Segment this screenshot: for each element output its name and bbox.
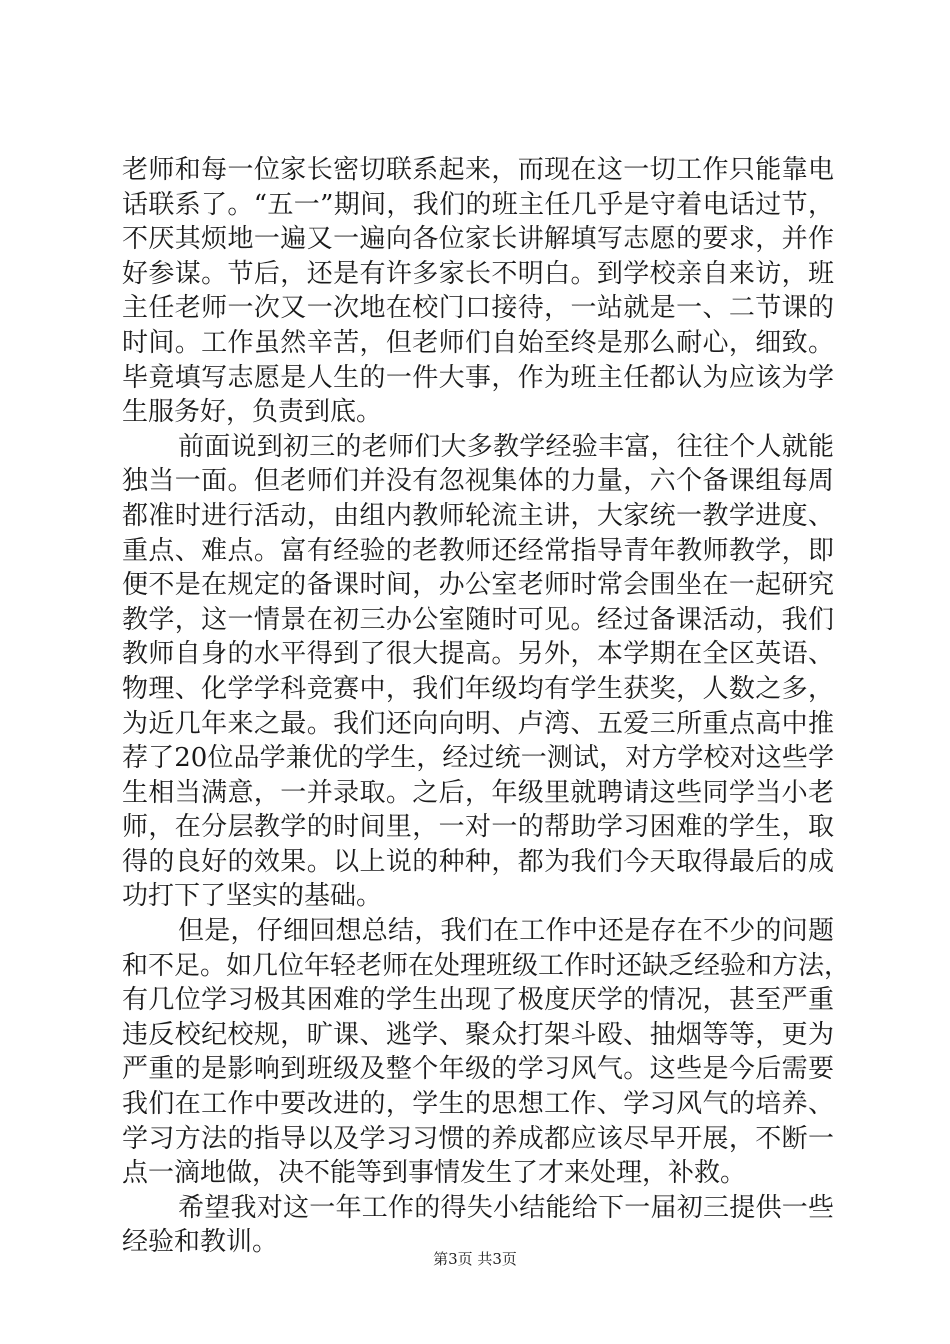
text-line: 师，在分层教学的时间里，一对一的帮助学习困难的学生，取 (122, 812, 834, 843)
text-line: 得的良好的效果。以上说的种种，都为我们今天取得最后的成 (122, 846, 834, 877)
text-line: 好参谋。节后，还是有许多家长不明白。到学校亲自来访，班 (122, 258, 834, 289)
text-line: 点一滴地做，决不能等到事情发生了才来处理，补救。 (122, 1158, 747, 1189)
text-line: 希望我对这一年工作的得失小结能给下一届初三提供一些 (178, 1192, 834, 1223)
text-line: 重点、难点。富有经验的老教师还经常指导青年教师教学，即 (122, 535, 834, 566)
text-line: 为近几年来之最。我们还向向明、卢湾、五爱三所重点高中推 (122, 708, 834, 739)
text-line: 经验和教训。 (122, 1227, 279, 1258)
text-line: 教学，这一情景在初三办公室随时可见。经过备课活动，我们 (122, 604, 834, 635)
text-line: 我们在工作中要改进的，学生的思想工作、学习风气的培养、 (122, 1089, 834, 1120)
text-line: 不厌其烦地一遍又一遍向各位家长讲解填写志愿的要求，并作 (122, 224, 834, 255)
text-line: 便不是在规定的备课时间，办公室老师时常会围坐在一起研究 (122, 570, 834, 601)
text-line: 独当一面。但老师们并没有忽视集体的力量，六个备课组每周 (122, 466, 834, 497)
text-line: 毕竟填写志愿是人生的一件大事，作为班主任都认为应该为学 (122, 362, 834, 393)
document-body (122, 153, 851, 1260)
text-line: 生相当满意，一并录取。之后，年级里就聘请这些同学当小老 (122, 777, 834, 808)
text-line: 违反校纪校规，旷课、逃学、聚众打架斗殴、抽烟等等，更为 (122, 1019, 834, 1050)
text-line: 教师自身的水平得到了很大提高。另外，本学期在全区英语、 (122, 639, 834, 670)
text-line: 功打下了坚实的基础。 (122, 881, 383, 912)
text-line: 时间。工作虽然辛苦，但老师们自始至终是那么耐心，细致。 (122, 327, 834, 358)
text-line: 学习方法的指导以及学习习惯的养成都应该尽早开展，不断一 (122, 1123, 834, 1154)
text-line: 生服务好，负责到底。 (122, 397, 383, 428)
text-line: 主任老师一次又一次地在校门口接待，一站就是一、二节课的 (122, 293, 834, 324)
text-line: 话联系了。“五一”期间，我们的班主任几乎是守着电话过节， (122, 189, 834, 220)
text-line: 有几位学习极其困难的学生出现了极度厌学的情况，甚至严重 (122, 985, 834, 1016)
page-footer: 第3页 共3页 (433, 1250, 517, 1268)
text-line: 老师和每一位家长密切联系起来，而现在这一切工作只能靠电 (122, 155, 834, 185)
text-line: 前面说到初三的老师们大多教学经验丰富，往往个人就能 (178, 431, 834, 462)
text-line: 物理、化学学科竞赛中，我们年级均有学生获奖，人数之多， (122, 673, 834, 704)
text-line: 严重的是影响到班级及整个年级的学习风气。这些是今后需要 (122, 1054, 834, 1085)
text-line: 但是，仔细回想总结，我们在工作中还是存在不少的问题 (178, 916, 834, 947)
text-line: 荐了20位品学兼优的学生，经过统一测试，对方学校对这些学 (122, 743, 834, 774)
text-line: 都准时进行活动，由组内教师轮流主讲，大家统一教学进度、 (122, 500, 834, 531)
text-line: 和不足。如几位年轻老师在处理班级工作时还缺乏经验和方法， (122, 950, 851, 981)
